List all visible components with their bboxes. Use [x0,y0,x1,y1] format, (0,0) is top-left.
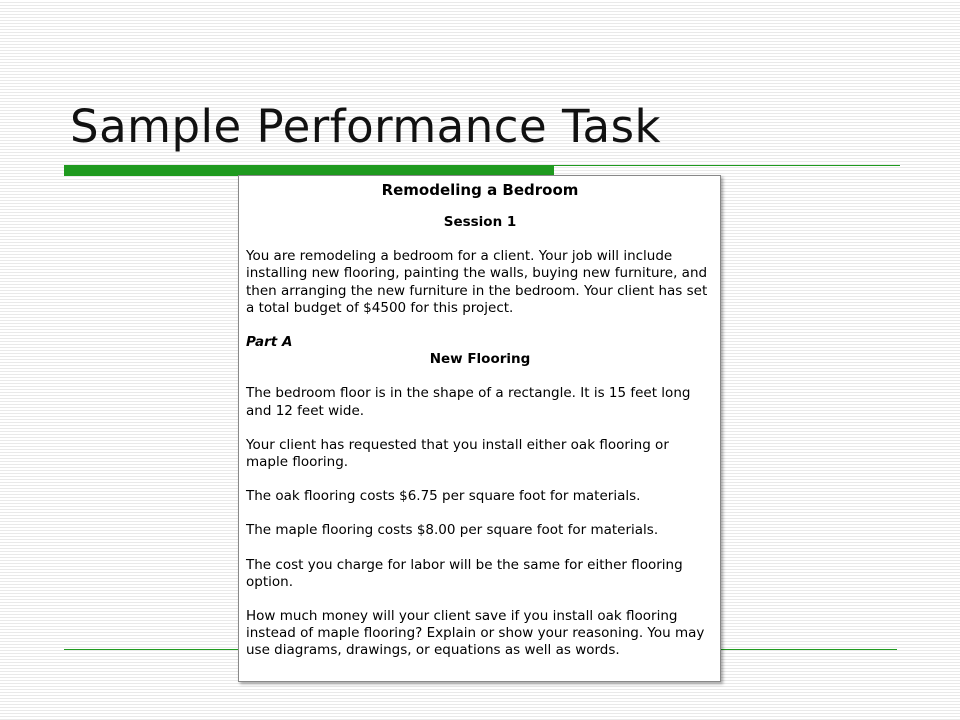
paragraph-oak-cost: The oak flooring costs $6.75 per square foot for materials. [246,488,641,505]
part-label: Part A [246,334,293,351]
part-heading: New Flooring [429,351,531,368]
session-heading: Session 1 [443,214,517,230]
bottom-rule-right [721,649,897,650]
intro-paragraph: You are remodeling a bedroom for a client. Your job will include installing new flooring, painting the walls, buying new furniture, and then arranging the new furniture in the bedroom. Your client has set a total budget of $4500 for this project. [246,248,708,316]
title-underline-thin [554,165,900,166]
paragraph-maple-cost: The maple flooring costs $8.00 per square foot for materials. [246,522,659,539]
paragraph-floor-shape: The bedroom floor is in the shape of a rectangle. It is 15 feet long and 12 feet wide. [246,385,691,419]
paragraph-labor-cost: The cost you charge for labor will be the same for either flooring option. [246,556,683,590]
paragraph-question: How much money will your client save if you install oak flooring instead of maple flooring? Explain or show your reasoning. You may use diagrams, drawings, or equations as well as words. [246,608,705,659]
bottom-rule-left [64,649,238,650]
slide-title: Sample Performance Task [70,100,662,153]
document-title: Remodeling a Bedroom [381,181,579,199]
document-card [238,175,721,682]
paragraph-flooring-options: Your client has requested that you install either oak flooring or maple flooring. [246,436,669,471]
